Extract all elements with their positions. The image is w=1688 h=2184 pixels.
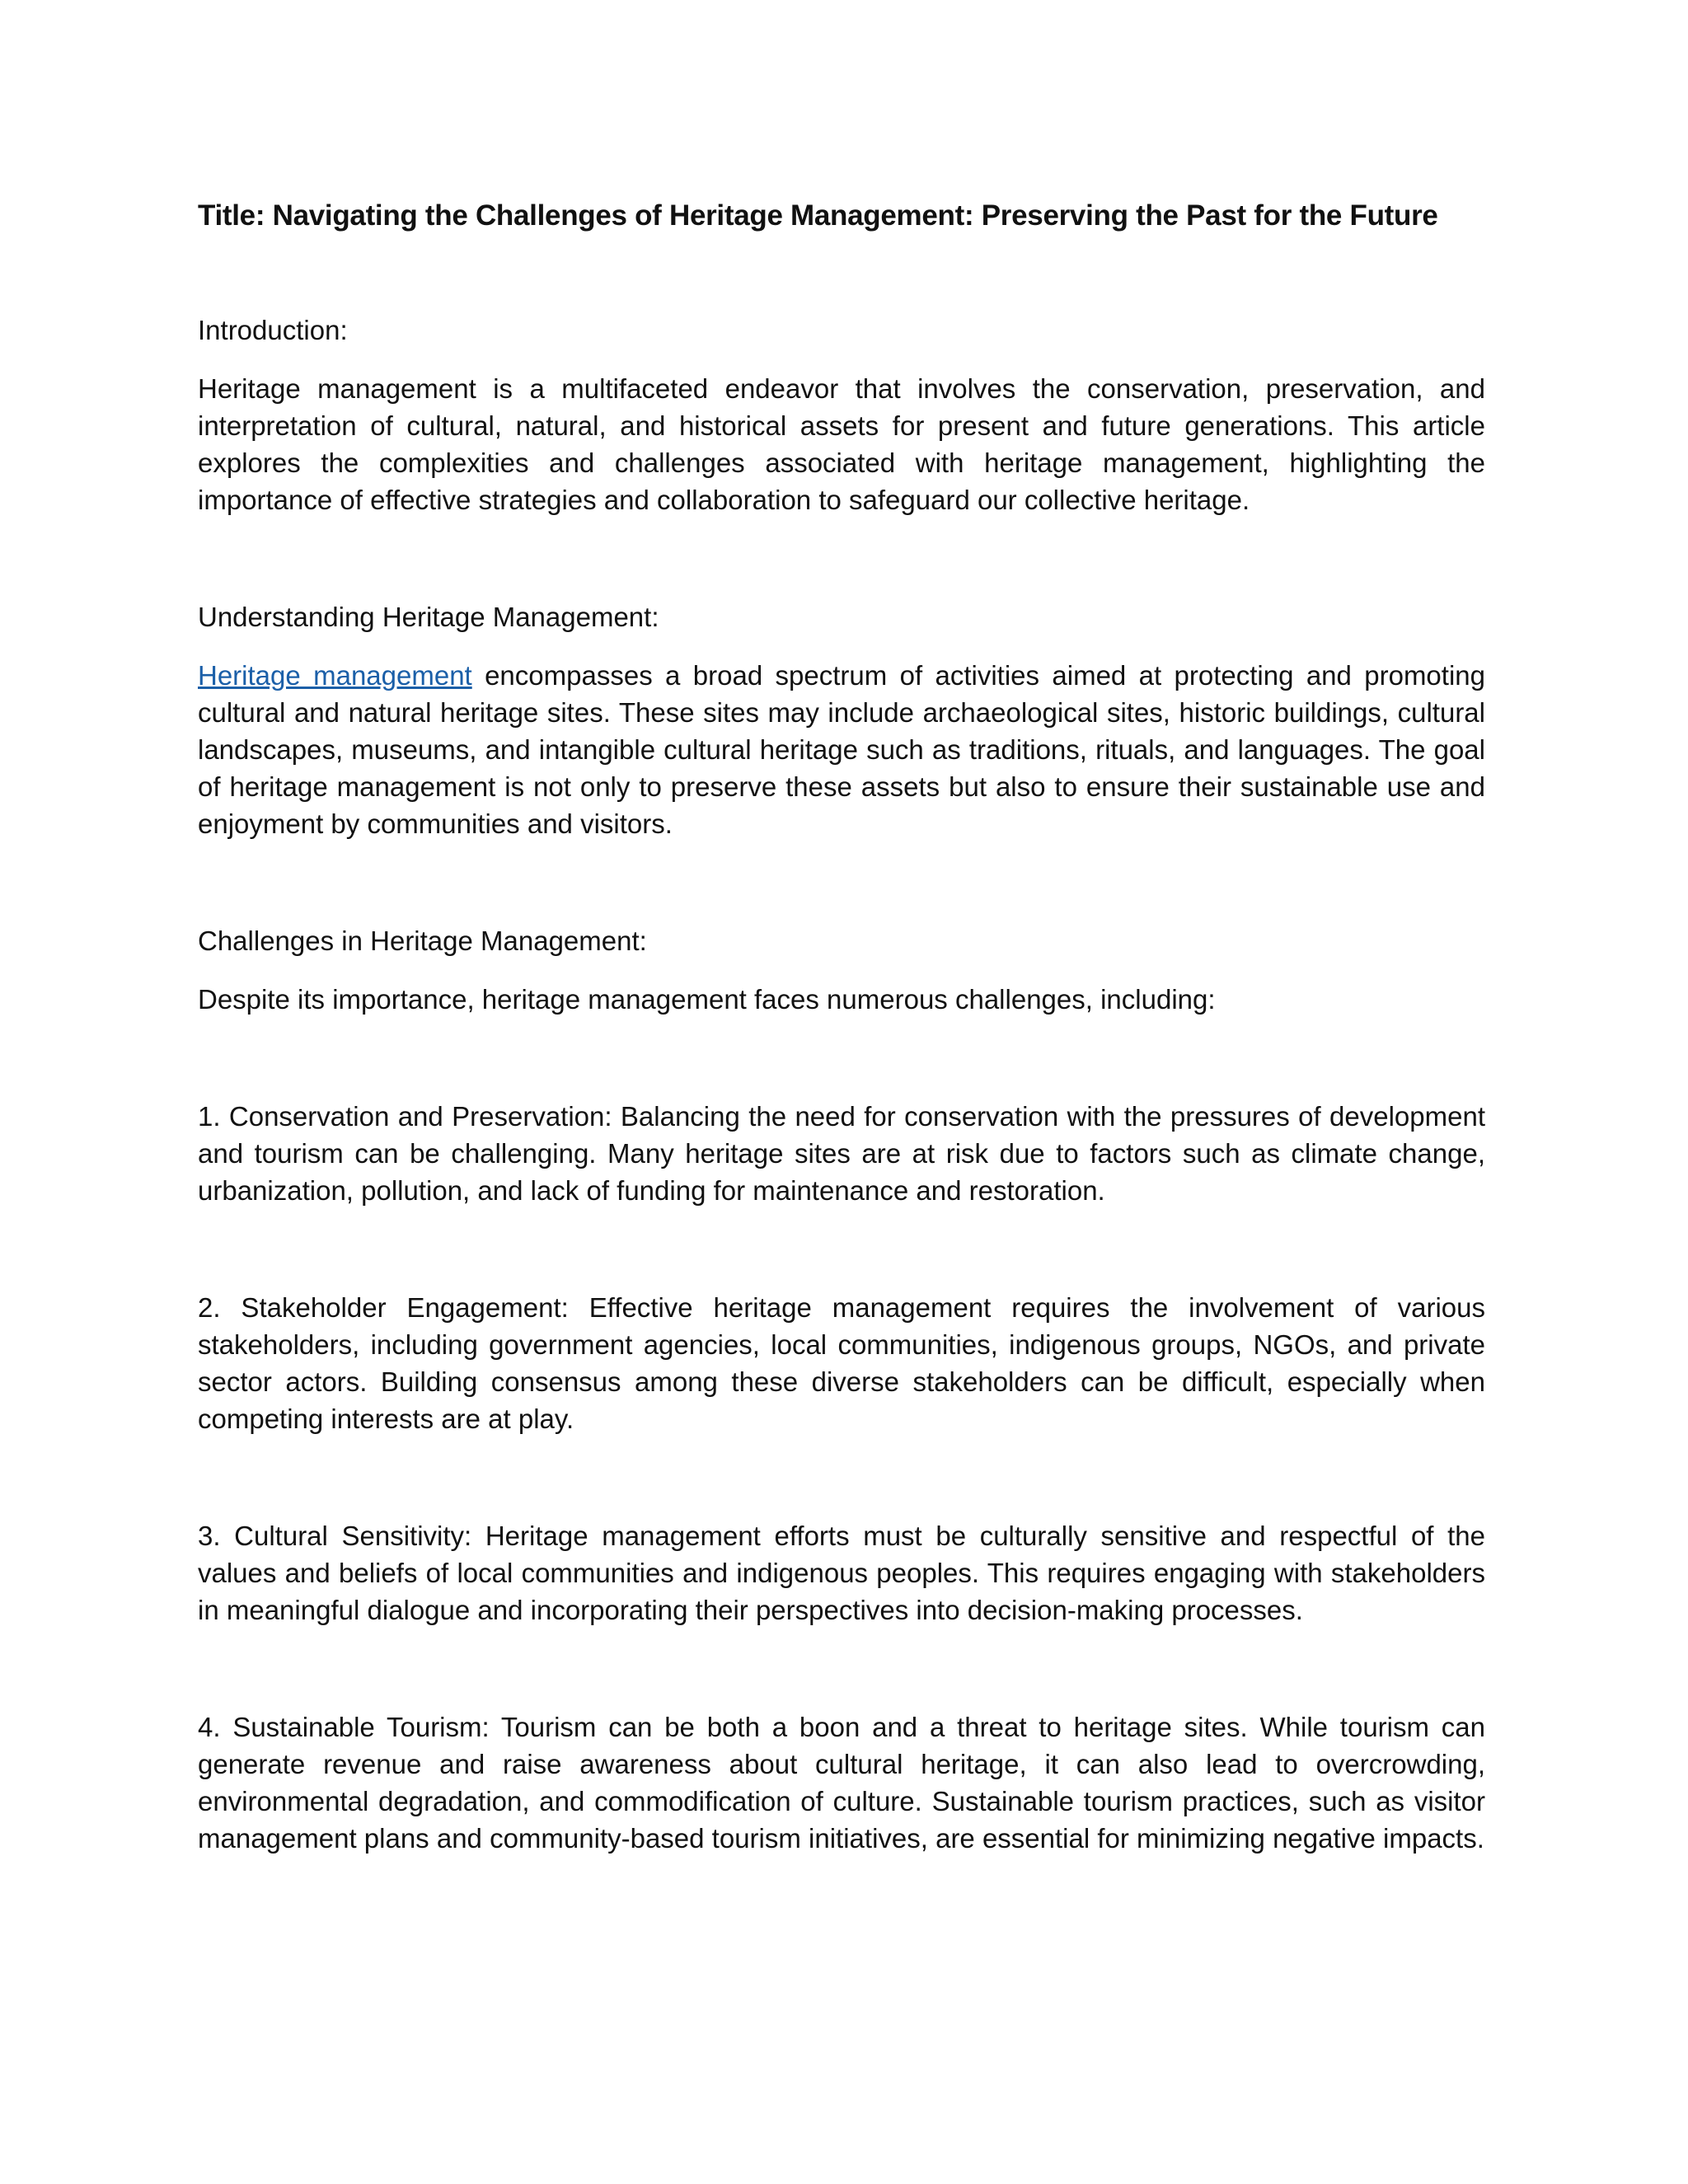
- item-spacer: [198, 1629, 1485, 1708]
- challenge-item-stakeholder: 2. Stakeholder Engagement: Effective heritage management requires the involvement of various stakeholders, including government agencies, local communities, indigenous groups, NGOs, and private sector actors. Building consensus among these diverse stakeholders can be difficult, especially when competing interests are at play.: [198, 1292, 1485, 1434]
- understanding-heading: Understanding Heritage Management:: [198, 602, 659, 632]
- section-spacer: [198, 842, 1485, 922]
- document-title: Title: Navigating the Challenges of Heritage Management: Preserving the Past for the Future: [198, 199, 1438, 232]
- challenge-item-cultural-sensitivity: 3. Cultural Sensitivity: Heritage management efforts must be culturally sensitive and respectful of the values and beliefs of local communities and indigenous peoples. This requires engaging with stakeholders in meaningful dialogue and incorporating their perspectives into decision-making processes.: [198, 1521, 1485, 1625]
- challenges-intro: Despite its importance, heritage management faces numerous challenges, including:: [198, 984, 1216, 1015]
- heritage-management-link[interactable]: Heritage management: [198, 660, 472, 691]
- understanding-paragraph-text: encompasses a broad spectrum of activities aimed at protecting and promoting cultural and natural heritage sites. These sites may include archaeological sites, historic buildings, cultural landscapes, museums, and intangible cultural heritage such as traditions, rituals, and languages. The goal of heritage management is not only to preserve these assets but also to ensure their sustainable use and enjoyment by communities and visitors.: [198, 660, 1485, 839]
- document-content: [198, 196, 1485, 1857]
- item-spacer: [198, 1437, 1485, 1517]
- introduction-paragraph: Heritage management is a multifaceted endeavor that involves the conservation, preservation, and interpretation of cultural, natural, and historical assets for present and future generations. This article explores the complexities and challenges associated with heritage management, highlighting the importance of effective strategies and collaboration to safeguard our collective heritage.: [198, 373, 1485, 515]
- item-spacer: [198, 1209, 1485, 1289]
- introduction-heading: Introduction:: [198, 315, 348, 345]
- challenges-heading: Challenges in Heritage Management:: [198, 926, 647, 956]
- challenge-item-sustainable-tourism: 4. Sustainable Tourism: Tourism can be both a boon and a threat to heritage sites. While tourism can generate revenue and raise awareness about cultural heritage, it can also lead to overcrowding, environmental degradation, and commodification of culture. Sustainable tourism practices, such as visitor management plans and community-based tourism initiatives, are essential for minimizing negative impacts.: [198, 1712, 1485, 1854]
- section-spacer: [198, 1018, 1485, 1098]
- section-spacer: [198, 518, 1485, 598]
- understanding-paragraph: [198, 657, 1485, 842]
- challenge-item-conservation: 1. Conservation and Preservation: Balancing the need for conservation with the pressures of development and tourism can be challenging. Many heritage sites are at risk due to factors such as climate change, urbanization, pollution, and lack of funding for maintenance and restoration.: [198, 1101, 1485, 1206]
